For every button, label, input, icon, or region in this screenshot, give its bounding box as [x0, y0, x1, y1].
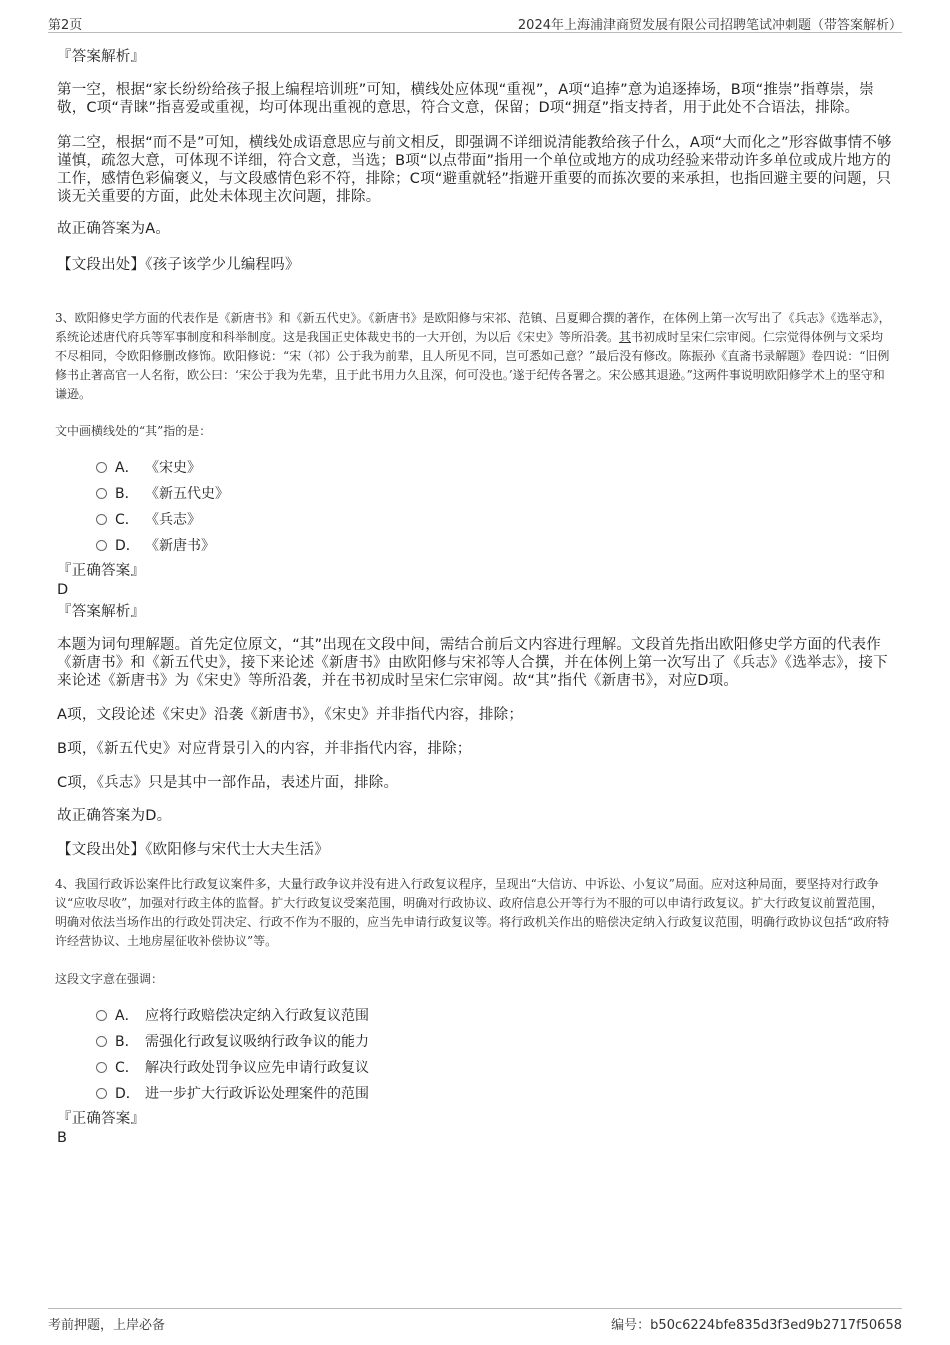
q3-passage-before: 3、欧阳修史学方面的代表作是《新唐书》和《新五代史》。《新唐书》是欧阳修与宋祁、范镇、吕夏卿合撰的著作，在体例上第一次写出了《兵志》《选举志》，系统论述唐代府兵等军事制度和科举制度。这是我国正史体裁史书的一大开创，为以后《宋史》等所沿袭。 [55, 311, 891, 344]
q3-analysis-option-b: B项，《新五代史》对应背景引入的内容，并非指代内容，排除； [57, 741, 472, 757]
q2-source: 【文段出处】《孩子该学少儿编程吗》 [57, 257, 300, 273]
radio-icon[interactable] [96, 462, 107, 473]
radio-icon[interactable] [96, 514, 107, 525]
radio-icon[interactable] [96, 1062, 107, 1073]
q2-conclusion: 故正确答案为A。 [57, 221, 171, 237]
q3-option-d[interactable]: D． 《新唐书》 [96, 535, 215, 555]
q4-answer-heading: 『正确答案』 [57, 1111, 146, 1127]
page-footer [48, 1308, 902, 1331]
q4-option-d[interactable]: D． 进一步扩大行政诉讼处理案件的范围 [96, 1083, 369, 1103]
q4-answer: B [57, 1130, 68, 1146]
q4-question: 这段文字意在强调： [55, 972, 164, 986]
q3-conclusion: 故正确答案为D。 [57, 808, 172, 824]
radio-icon[interactable] [96, 488, 107, 499]
q3-option-a[interactable]: A． 《宋史》 [96, 457, 201, 477]
page-header [48, 12, 902, 33]
q3-passage [55, 309, 895, 404]
radio-icon[interactable] [96, 540, 107, 551]
q3-source: 【文段出处】《欧阳修与宋代士大夫生活》 [57, 842, 330, 858]
q3-option-c[interactable]: C． 《兵志》 [96, 509, 201, 529]
q3-answer-heading: 『正确答案』 [57, 563, 146, 579]
q2-analysis-heading: 『答案解析』 [57, 49, 146, 65]
q3-answer: D [57, 582, 69, 598]
q3-analysis-para: 本题为词句理解题。首先定位原文，“其”出现在文段中间，需结合前后文内容进行理解。文段首先指出欧阳修史学方面的代表作《新唐书》和《新五代史》，接下来论述《新唐书》由欧阳修与宋祁等人合撰，并在体例上第一次写出了《兵志》《选举志》，接下来论述《新唐书》为《宋史》等所沿袭，并在书初成时呈宋仁宗审阅。故“其”指代《新唐书》，对应D项。 [57, 637, 888, 689]
q4-option-b[interactable]: B． 需强化行政复议吸纳行政争议的能力 [96, 1031, 369, 1051]
document-title: 2024年上海浦津商贸发展有限公司招聘笔试冲刺题（带答案解析） [517, 18, 902, 33]
q3-passage-after: 书初成时呈宋仁宗审阅。仁宗觉得体例与文采均不尽相同，令欧阳修删改修饰。欧阳修说：“宋（祁）公于我为前辈，且人所见不同，岂可悉如己意？”最后没有修改。陈振孙《直斋书录解题》卷四说：“旧例修书止著高官一人名衔，欧公曰：‘宋公于我为先辈，且于此书用力久且深，何可没也。’遂于纪传各署之。宋公感其退逊。”这两件事说明欧阳修学术上的坚守和谦逊。 [55, 330, 890, 401]
q3-analysis-option-a: A项，文段论述《宋史》沿袭《新唐书》，《宋史》并非指代内容，排除； [57, 707, 524, 723]
q3-question: 文中画横线处的“其”指的是： [55, 424, 212, 438]
radio-icon[interactable] [96, 1010, 107, 1021]
q3-analysis-heading: 『答案解析』 [57, 604, 146, 620]
document-code: 编号：b50c6224bfe835d3f3ed9b2717f50658 [611, 1318, 902, 1333]
radio-icon[interactable] [96, 1088, 107, 1099]
q2-analysis-para-2: 第二空，根据“而不是”可知，横线处成语意思应与前文相反，即强调不详细说清能教给孩子什么，A项“大而化之”形容做事情不够谨慎，疏忽大意，可体现不详细，符合文意，当选；B项“以点带面”指用一个单位或地方的成功经验来带动许多单位或成片地方的工作，感情色彩偏褒义，与文段感情色彩不符，排除；C项“避重就轻”指避开重要的而拣次要的来承担，也指回避主要的问题，只谈无关重要的方面，此处未体现主次问题，排除。 [57, 135, 892, 205]
q3-option-b[interactable]: B． 《新五代史》 [96, 483, 229, 503]
q3-underlined-word: 其 [619, 330, 632, 344]
footer-slogan: 考前押题，上岸必备 [48, 1318, 166, 1333]
q3-analysis-option-c: C项，《兵志》只是其中一部作品，表述片面，排除。 [57, 775, 399, 791]
radio-icon[interactable] [96, 1036, 107, 1047]
q2-analysis-para-1: 第一空，根据“家长纷纷给孩子报上编程培训班”可知，横线处应体现“重视”，A项“追捧”意为追逐捧场，B项“推崇”指尊崇，崇敬，C项“青睐”指喜爱或重视，均可体现出重视的意思，符合文意，保留；D项“拥趸”指支持者，用于此处不合语法，排除。 [57, 82, 874, 116]
q4-passage: 4、我国行政诉讼案件比行政复议案件多，大量行政争议并没有进入行政复议程序，呈现出“大信访、中诉讼、小复议”局面。应对这种局面，要坚持对行政争议“应收尽收”，加强对行政主体的监督。扩大行政复议受案范围，明确对行政协议、政府信息公开等行为不服的可以申请行政复议。扩大行政复议前置范围，明确对依法当场作出的行政处罚决定、行政不作为不服的，应当先申请行政复议等。将行政机关作出的赔偿决定纳入行政复议范围，明确行政协议包括“政府特许经营协议、土地房屋征收补偿协议”等。 [55, 877, 890, 948]
q4-option-c[interactable]: C． 解决行政处罚争议应先申请行政复议 [96, 1057, 369, 1077]
page-number: 第2页 [48, 18, 83, 33]
q4-option-a[interactable]: A． 应将行政赔偿决定纳入行政复议范围 [96, 1005, 369, 1025]
